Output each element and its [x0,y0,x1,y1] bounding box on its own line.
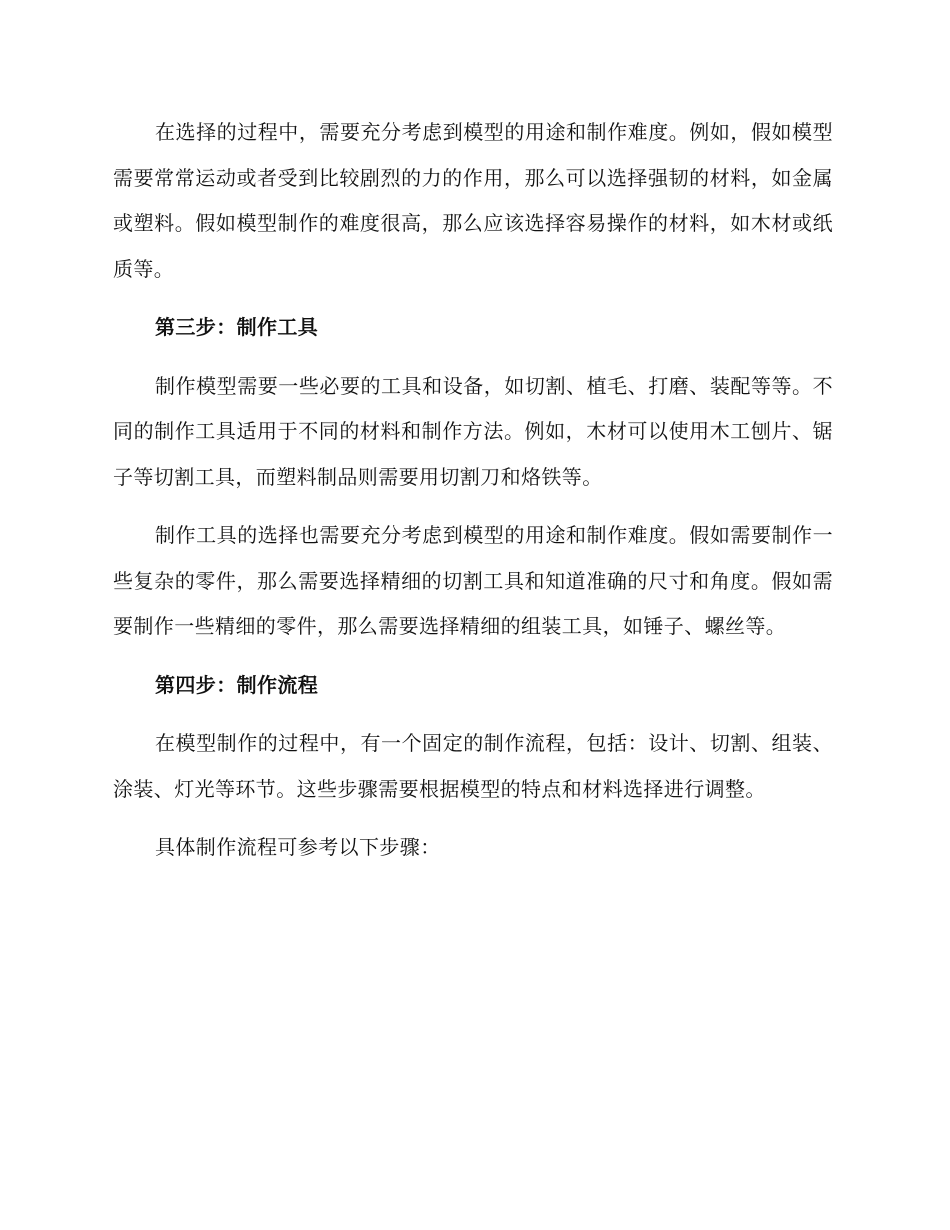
paragraph-process-steps-intro: 具体制作流程可参考以下步骤： [155,835,441,859]
heading-step-four: 第四步：制作流程 [155,672,319,697]
document-body [113,110,833,884]
paragraph-material-selection: 在选择的过程中，需要充分考虑到模型的用途和制作难度。例如，假如模型需要常常运动或者受到比较剧烈的力的作用，那么可以选择强韧的材料，如金属或塑料。假如模型制作的难度很高，那么应该选择容易操作的材料，如木材或纸质等。 [113,120,833,281]
paragraph-tools-selection: 制作工具的选择也需要充分考虑到模型的用途和制作难度。假如需要制作一些复杂的零件，那么需要选择精细的切割工具和知道准确的尺寸和角度。假如需要制作一些精细的零件，那么需要选择精细的组装工具，如锤子、螺丝等。 [113,523,833,638]
paragraph-process-overview: 在模型制作的过程中，有一个固定的制作流程，包括：设计、切割、组装、涂装、灯光等环节。这些步骤需要根据模型的特点和材料选择进行调整。 [113,731,833,801]
paragraph-tools-overview: 制作模型需要一些必要的工具和设备，如切割、植毛、打磨、装配等等。不同的制作工具适用于不同的材料和制作方法。例如，木材可以使用木工刨片、锯子等切割工具，而塑料制品则需要用切割刀和烙铁等。 [113,373,833,489]
heading-step-three: 第三步：制作工具 [155,315,319,339]
